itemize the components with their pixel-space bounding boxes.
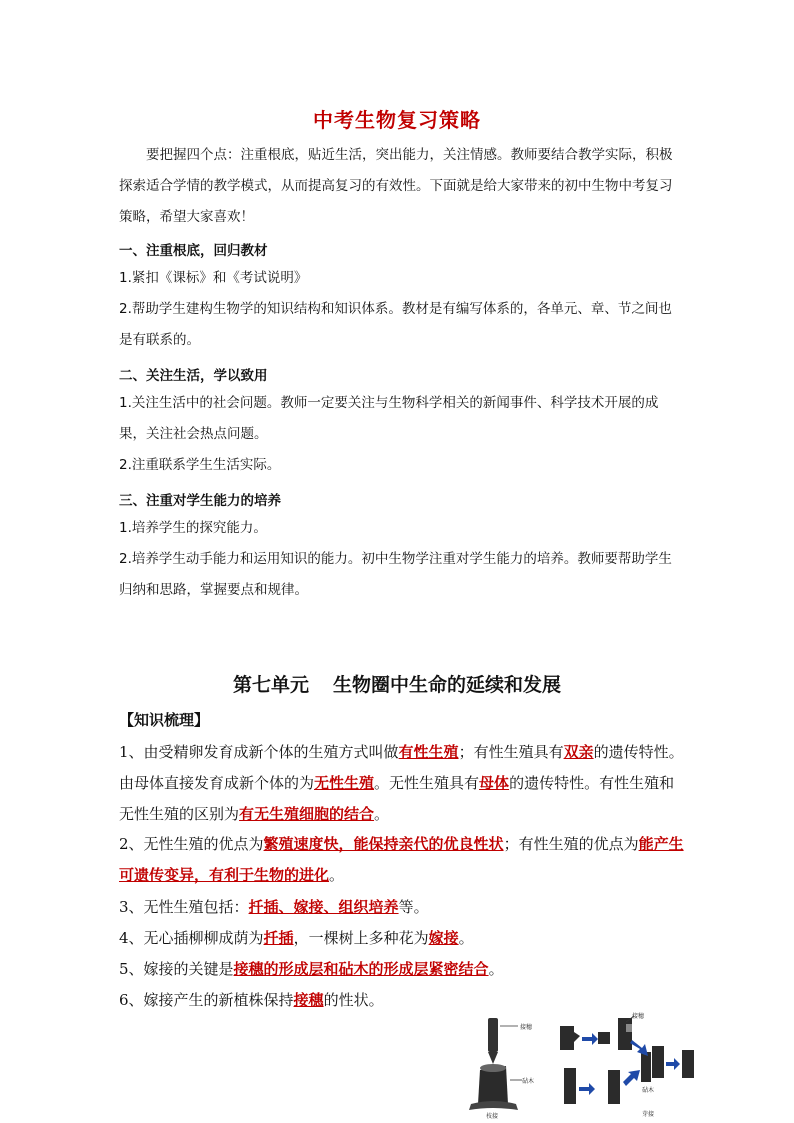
knowledge-item-1 (119, 737, 689, 830)
text-fragment: 。 (488, 960, 504, 978)
figure-label: 接穗 (520, 1024, 533, 1031)
figure-label: 砧木 (642, 1087, 655, 1094)
answer: 母体 (479, 774, 510, 792)
section-3-item-2: 2.培养学生动手能力和运用知识的能力。初中生物学注重对学生能力的培养。教师要帮助学生归纳和思路，掌握要点和规律。 (119, 551, 672, 598)
knowledge-item-4 (119, 923, 689, 954)
section-heading-1: 一、注重根底，回归教材 (119, 243, 268, 259)
intro-paragraph: 要把握四个点：注重根底，贴近生活，突出能力，关注情感。教师要结合教学实际，积极探索适合学情的教学模式，从而提高复习的有效性。下面就是给大家带来的初中生物中考复习策略，希望大家喜欢！ (119, 147, 673, 225)
text-fragment: 6、嫁接产生的新植株保持 (119, 991, 294, 1009)
figure-label: 接穗 (632, 1013, 645, 1020)
knowledge-item-3 (119, 892, 689, 923)
document-title: 中考生物复习策略 (313, 108, 481, 132)
text-fragment: 5、嫁接的关键是 (119, 960, 234, 978)
branch-graft-drawing (469, 1018, 522, 1110)
section-1-item-2: 2.帮助学生建构生物学的知识结构和知识体系。教材是有编写体系的，各单元、章、节之间也是有联系的。 (119, 301, 672, 348)
answer: 扦插 (263, 929, 294, 947)
answer: 能产生可遗传变异，有利于生物的进化 (119, 835, 684, 884)
section-heading-2: 二、关注生活，学以致用 (119, 368, 268, 384)
text-fragment: 的遗传特性。有性生殖和无性生殖的区别为 (119, 774, 675, 823)
text-fragment: 等。 (398, 898, 429, 916)
figure-caption: 枝接 (486, 1113, 499, 1120)
knowledge-item-2 (119, 829, 689, 891)
text-fragment: 4、无心插柳柳成荫为 (119, 929, 264, 947)
grafting-illustration (466, 1012, 716, 1120)
answer: 扦插、嫁接、组织培养 (248, 898, 399, 916)
answer: 有无生殖细胞的结合 (239, 805, 375, 823)
bud-graft-drawing (560, 1018, 694, 1104)
knowledge-heading: 【知识梳理】 (119, 711, 210, 729)
answer: 嫁接 (428, 929, 459, 947)
text-fragment: 3、无性生殖包括： (119, 898, 249, 916)
figure-label: 砧木 (522, 1078, 535, 1085)
unit-number: 第七单元 (232, 674, 309, 696)
section-3-item-1: 1.培养学生的探究能力。 (119, 520, 267, 536)
text-fragment: 的遗传特性。由母体直接发育成新个体的为 (119, 743, 684, 792)
section-2-item-1: 1.关注生活中的社会问题。教师一定要关注与生物科学相关的新闻事件、科学技术开展的成果，关注社会热点问题。 (119, 395, 659, 442)
answer: 接穗的形成层和砧木的形成层紧密结合 (233, 960, 489, 978)
text-fragment: ；有性生殖的优点为 (503, 835, 639, 853)
text-fragment: ，一棵树上多种花为 (293, 929, 429, 947)
text-fragment: 的性状。 (323, 991, 384, 1009)
knowledge-item-5 (119, 954, 689, 985)
unit-title (0, 670, 794, 697)
answer: 双亲 (563, 743, 594, 761)
figure-caption: 芽接 (642, 1111, 655, 1118)
text-fragment: 。无性生殖具有 (374, 774, 480, 792)
unit-name: 生物圈中生命的延续和发展 (333, 674, 562, 696)
answer: 有性生殖 (398, 743, 459, 761)
text-fragment: 。 (329, 866, 345, 884)
text-fragment: 。 (458, 929, 474, 947)
text-fragment: 2、无性生殖的优点为 (119, 835, 264, 853)
answer: 繁殖速度快，能保持亲代的优良性状 (263, 835, 504, 853)
text-fragment: ；有性生殖具有 (458, 743, 564, 761)
answer: 接穗 (293, 991, 324, 1009)
text-fragment: 1、由受精卵发育成新个体的生殖方式叫做 (119, 743, 399, 761)
text-fragment: 。 (374, 805, 390, 823)
answer: 无性生殖 (314, 774, 375, 792)
section-2-item-2: 2.注重联系学生生活实际。 (119, 457, 281, 473)
section-1-item-1: 1.紧扣《课标》和《考试说明》 (119, 270, 308, 286)
section-heading-3: 三、注重对学生能力的培养 (119, 493, 281, 509)
